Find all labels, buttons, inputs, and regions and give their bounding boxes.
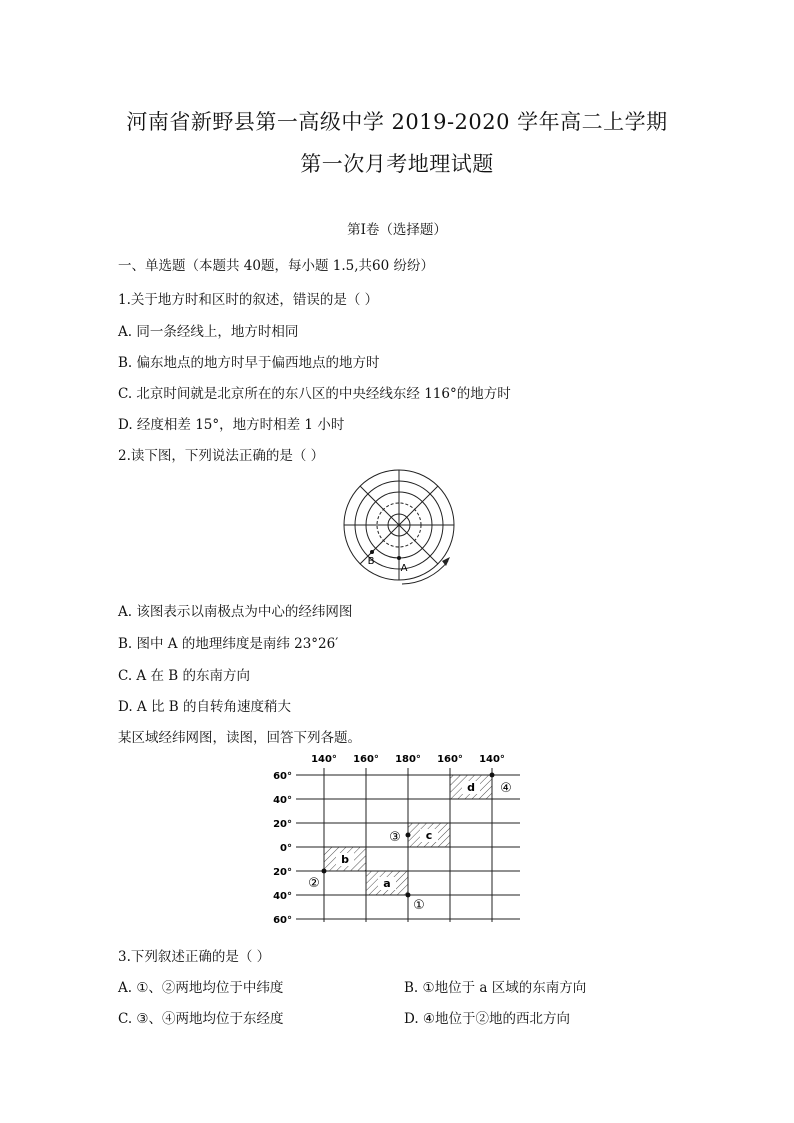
q2-option-d: D. A 比 B 的自转角速度稍大 — [118, 699, 291, 715]
lon-label-5: 140° — [479, 754, 505, 765]
question-intro: 某区域经纬网图，读图，回答下列各题。 — [118, 730, 361, 746]
region-d-label: d — [467, 781, 475, 794]
point-3-label: ③ — [389, 830, 401, 845]
q1-option-a: A. 同一条经线上，地方时相同 — [118, 324, 299, 340]
point-3-dot — [406, 833, 411, 838]
rotation-arrow-arc — [402, 561, 448, 584]
lat-label-5: 20° — [273, 867, 292, 878]
lat-label-2: 40° — [273, 795, 292, 806]
lon-label-2: 160° — [353, 754, 379, 765]
lat-label-3: 20° — [273, 819, 292, 830]
q1-option-b: B. 偏东地点的地方时早于偏西地点的地方时 — [118, 355, 380, 371]
polar-projection-figure — [334, 466, 464, 592]
lat-long-grid-figure — [268, 748, 530, 930]
point-b-dot — [370, 550, 374, 554]
lon-label-1: 140° — [311, 754, 337, 765]
document-title-line-2: 第一次月考地理试题 — [300, 152, 494, 176]
document-title-line-1: 河南省新野县第一高级中学 2019-2020 学年高二上学期 — [126, 110, 668, 134]
point-2-dot — [322, 869, 327, 874]
point-4-dot — [490, 773, 495, 778]
point-a-dot — [397, 556, 401, 560]
q3-option-d: D. ④地位于②地的西北方向 — [404, 1011, 571, 1027]
lat-label-4: 0° — [280, 843, 292, 854]
region-b-label: b — [341, 853, 349, 866]
q2-option-c: C. A 在 B 的东南方向 — [118, 668, 250, 684]
q1-option-d: D. 经度相差 15°，地方时相差 1 小时 — [118, 417, 345, 433]
q2-option-b: B. 图中 A 的地理纬度是南纬 23°26′ — [118, 636, 339, 652]
region-c-label: c — [425, 829, 433, 842]
lat-label-7: 60° — [273, 915, 292, 926]
q3-option-c: C. ③、④两地均位于东经度 — [118, 1011, 284, 1027]
region-a-label: a — [383, 877, 391, 890]
q1-stem: 1.关于地方时和区时的叙述，错误的是（ ） — [118, 292, 379, 308]
lat-label-1: 60° — [273, 771, 292, 782]
lat-label-6: 40° — [273, 891, 292, 902]
point-b-label: B — [367, 556, 375, 567]
q1-option-c: C. 北京时间就是北京所在的东八区的中央经线东经 116°的地方时 — [118, 386, 511, 402]
point-2-label: ② — [308, 876, 320, 891]
point-1-label: ① — [413, 898, 425, 913]
lon-label-3: 180° — [395, 754, 421, 765]
q2-stem: 2.读下图，下列说法正确的是（ ） — [118, 448, 325, 464]
point-a-label: A — [400, 563, 408, 574]
q3-option-b: B. ①地位于 a 区域的东南方向 — [404, 980, 587, 996]
point-4-label: ④ — [500, 781, 512, 796]
q2-option-a: A. 该图表示以南极点为中心的经纬网图 — [118, 604, 353, 620]
lon-label-4: 160° — [437, 754, 463, 765]
point-1-dot — [406, 893, 411, 898]
section-title: 第Ⅰ卷（选择题） — [347, 222, 447, 238]
q3-option-a: A. ①、②两地均位于中纬度 — [118, 980, 284, 996]
q3-stem: 3.下列叙述正确的是（ ） — [118, 949, 271, 965]
part-heading: 一、单选题（本题共 40题，每小题 1.5,共60 纷纷） — [118, 258, 434, 274]
